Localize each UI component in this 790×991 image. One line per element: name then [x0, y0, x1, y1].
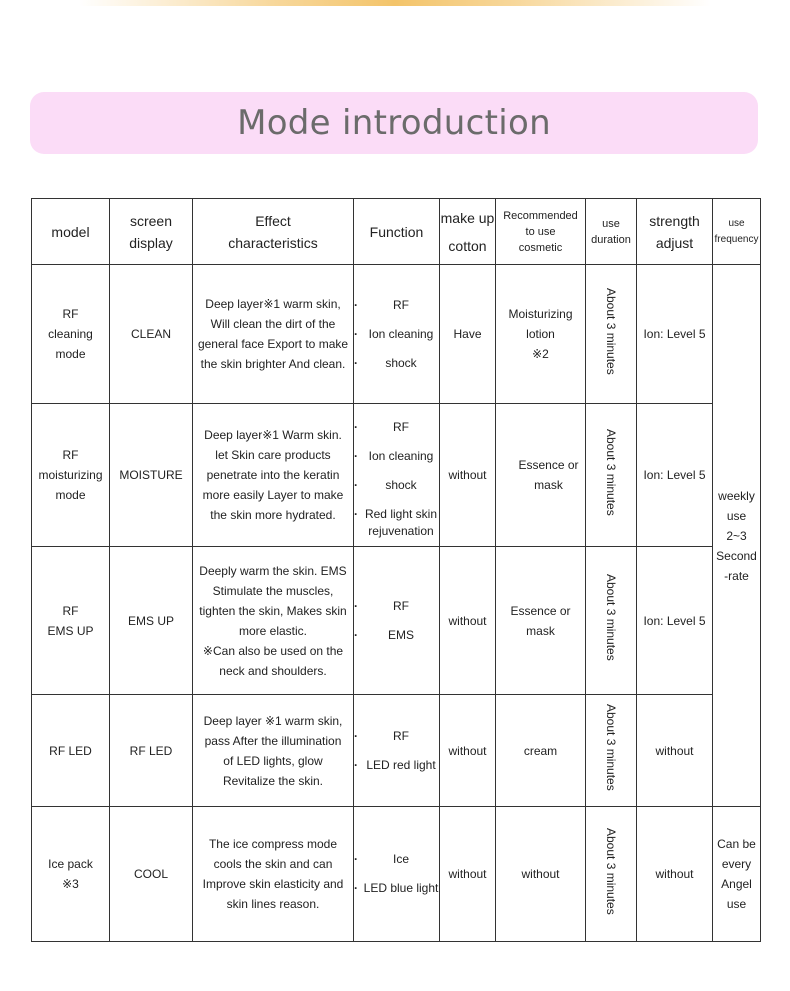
function-item: · RF	[354, 297, 439, 314]
cell-model: RF cleaning mode	[32, 265, 110, 404]
cell-function	[354, 404, 440, 547]
function-item: · LED red light	[354, 757, 439, 774]
table-row	[32, 404, 761, 547]
cell-makeup: Have	[440, 265, 496, 404]
cell-duration: About 3 minutes	[586, 547, 637, 695]
function-item: · RF	[354, 728, 439, 745]
cell-model: RF LED	[32, 695, 110, 807]
header-strength: strength adjust	[637, 199, 713, 265]
cell-effect: Deep layer ※1 warm skin, pass After the illumination of LED lights, glow Revitalize the skin.	[193, 695, 354, 807]
cell-effect: Deep layer※1 Warm skin. let Skin care products penetrate into the keratin more easily Layer to make the skin more hydrated.	[193, 404, 354, 547]
header-recommended: Recommended to use cosmetic	[496, 199, 586, 265]
cell-model: Ice pack ※3	[32, 807, 110, 942]
header-frequency: use frequency	[713, 199, 761, 265]
cell-strength: without	[637, 807, 713, 942]
cell-recommended: Essence or mask	[496, 404, 586, 547]
function-item: · shock	[354, 355, 439, 372]
table-row	[32, 807, 761, 942]
header-model: model	[32, 199, 110, 265]
cell-strength: Ion: Level 5	[637, 547, 713, 695]
top-decoration	[0, 0, 790, 6]
cell-recommended: without	[496, 807, 586, 942]
cell-frequency: Can be every Angel use	[713, 807, 761, 942]
cell-effect: The ice compress mode cools the skin and can Improve skin elasticity and skin lines reason.	[193, 807, 354, 942]
cell-model: RF moisturizing mode	[32, 404, 110, 547]
cell-display: COOL	[110, 807, 193, 942]
header-row	[32, 199, 761, 265]
cell-function	[354, 695, 440, 807]
table-row	[32, 695, 761, 807]
cell-display: MOISTURE	[110, 404, 193, 547]
function-item: · RF	[354, 419, 439, 436]
function-item: · shock	[354, 477, 439, 494]
cell-display: CLEAN	[110, 265, 193, 404]
cell-recommended: cream	[496, 695, 586, 807]
cell-makeup: without	[440, 404, 496, 547]
cell-function	[354, 807, 440, 942]
cell-strength: without	[637, 695, 713, 807]
cell-effect: Deeply warm the skin. EMS Stimulate the muscles, tighten the skin, Makes skin more elastic. ※Can also be used on the neck and shoulders.	[193, 547, 354, 695]
function-item: · LED blue light	[354, 880, 439, 897]
mode-table	[31, 198, 761, 942]
function-item: · Ion cleaning	[354, 448, 439, 465]
function-item: · EMS	[354, 627, 439, 644]
cell-makeup: without	[440, 807, 496, 942]
table-row	[32, 265, 761, 404]
header-makeup: make up cotton	[440, 199, 496, 265]
table-row	[32, 547, 761, 695]
cell-strength: Ion: Level 5	[637, 265, 713, 404]
header-effect: Effect characteristics	[193, 199, 354, 265]
cell-duration: About 3 minutes	[586, 807, 637, 942]
function-item: · Red light skin rejuvenation	[354, 506, 439, 540]
cell-function	[354, 265, 440, 404]
header-duration: use duration	[586, 199, 637, 265]
cell-display: RF LED	[110, 695, 193, 807]
cell-duration: About 3 minutes	[586, 265, 637, 404]
header-screen-display: screen display	[110, 199, 193, 265]
cell-frequency-shared: weekly use 2~3 Second -rate	[713, 265, 761, 807]
title-banner	[30, 92, 758, 154]
cell-recommended: Moisturizing lotion ※2	[496, 265, 586, 404]
cell-function	[354, 547, 440, 695]
cell-duration: About 3 minutes	[586, 695, 637, 807]
cell-duration: About 3 minutes	[586, 404, 637, 547]
cell-makeup: without	[440, 547, 496, 695]
function-item: · RF	[354, 598, 439, 615]
cell-effect: Deep layer※1 warm skin, Will clean the dirt of the general face Export to make the skin brighter And clean.	[193, 265, 354, 404]
cell-display: EMS UP	[110, 547, 193, 695]
cell-makeup: without	[440, 695, 496, 807]
function-item: · Ice	[354, 851, 439, 868]
cell-model: RF EMS UP	[32, 547, 110, 695]
cell-recommended: Essence or mask	[496, 547, 586, 695]
header-function: Function	[354, 199, 440, 265]
function-item: · Ion cleaning	[354, 326, 439, 343]
page-title: Mode introduction	[237, 103, 551, 143]
cell-strength: Ion: Level 5	[637, 404, 713, 547]
